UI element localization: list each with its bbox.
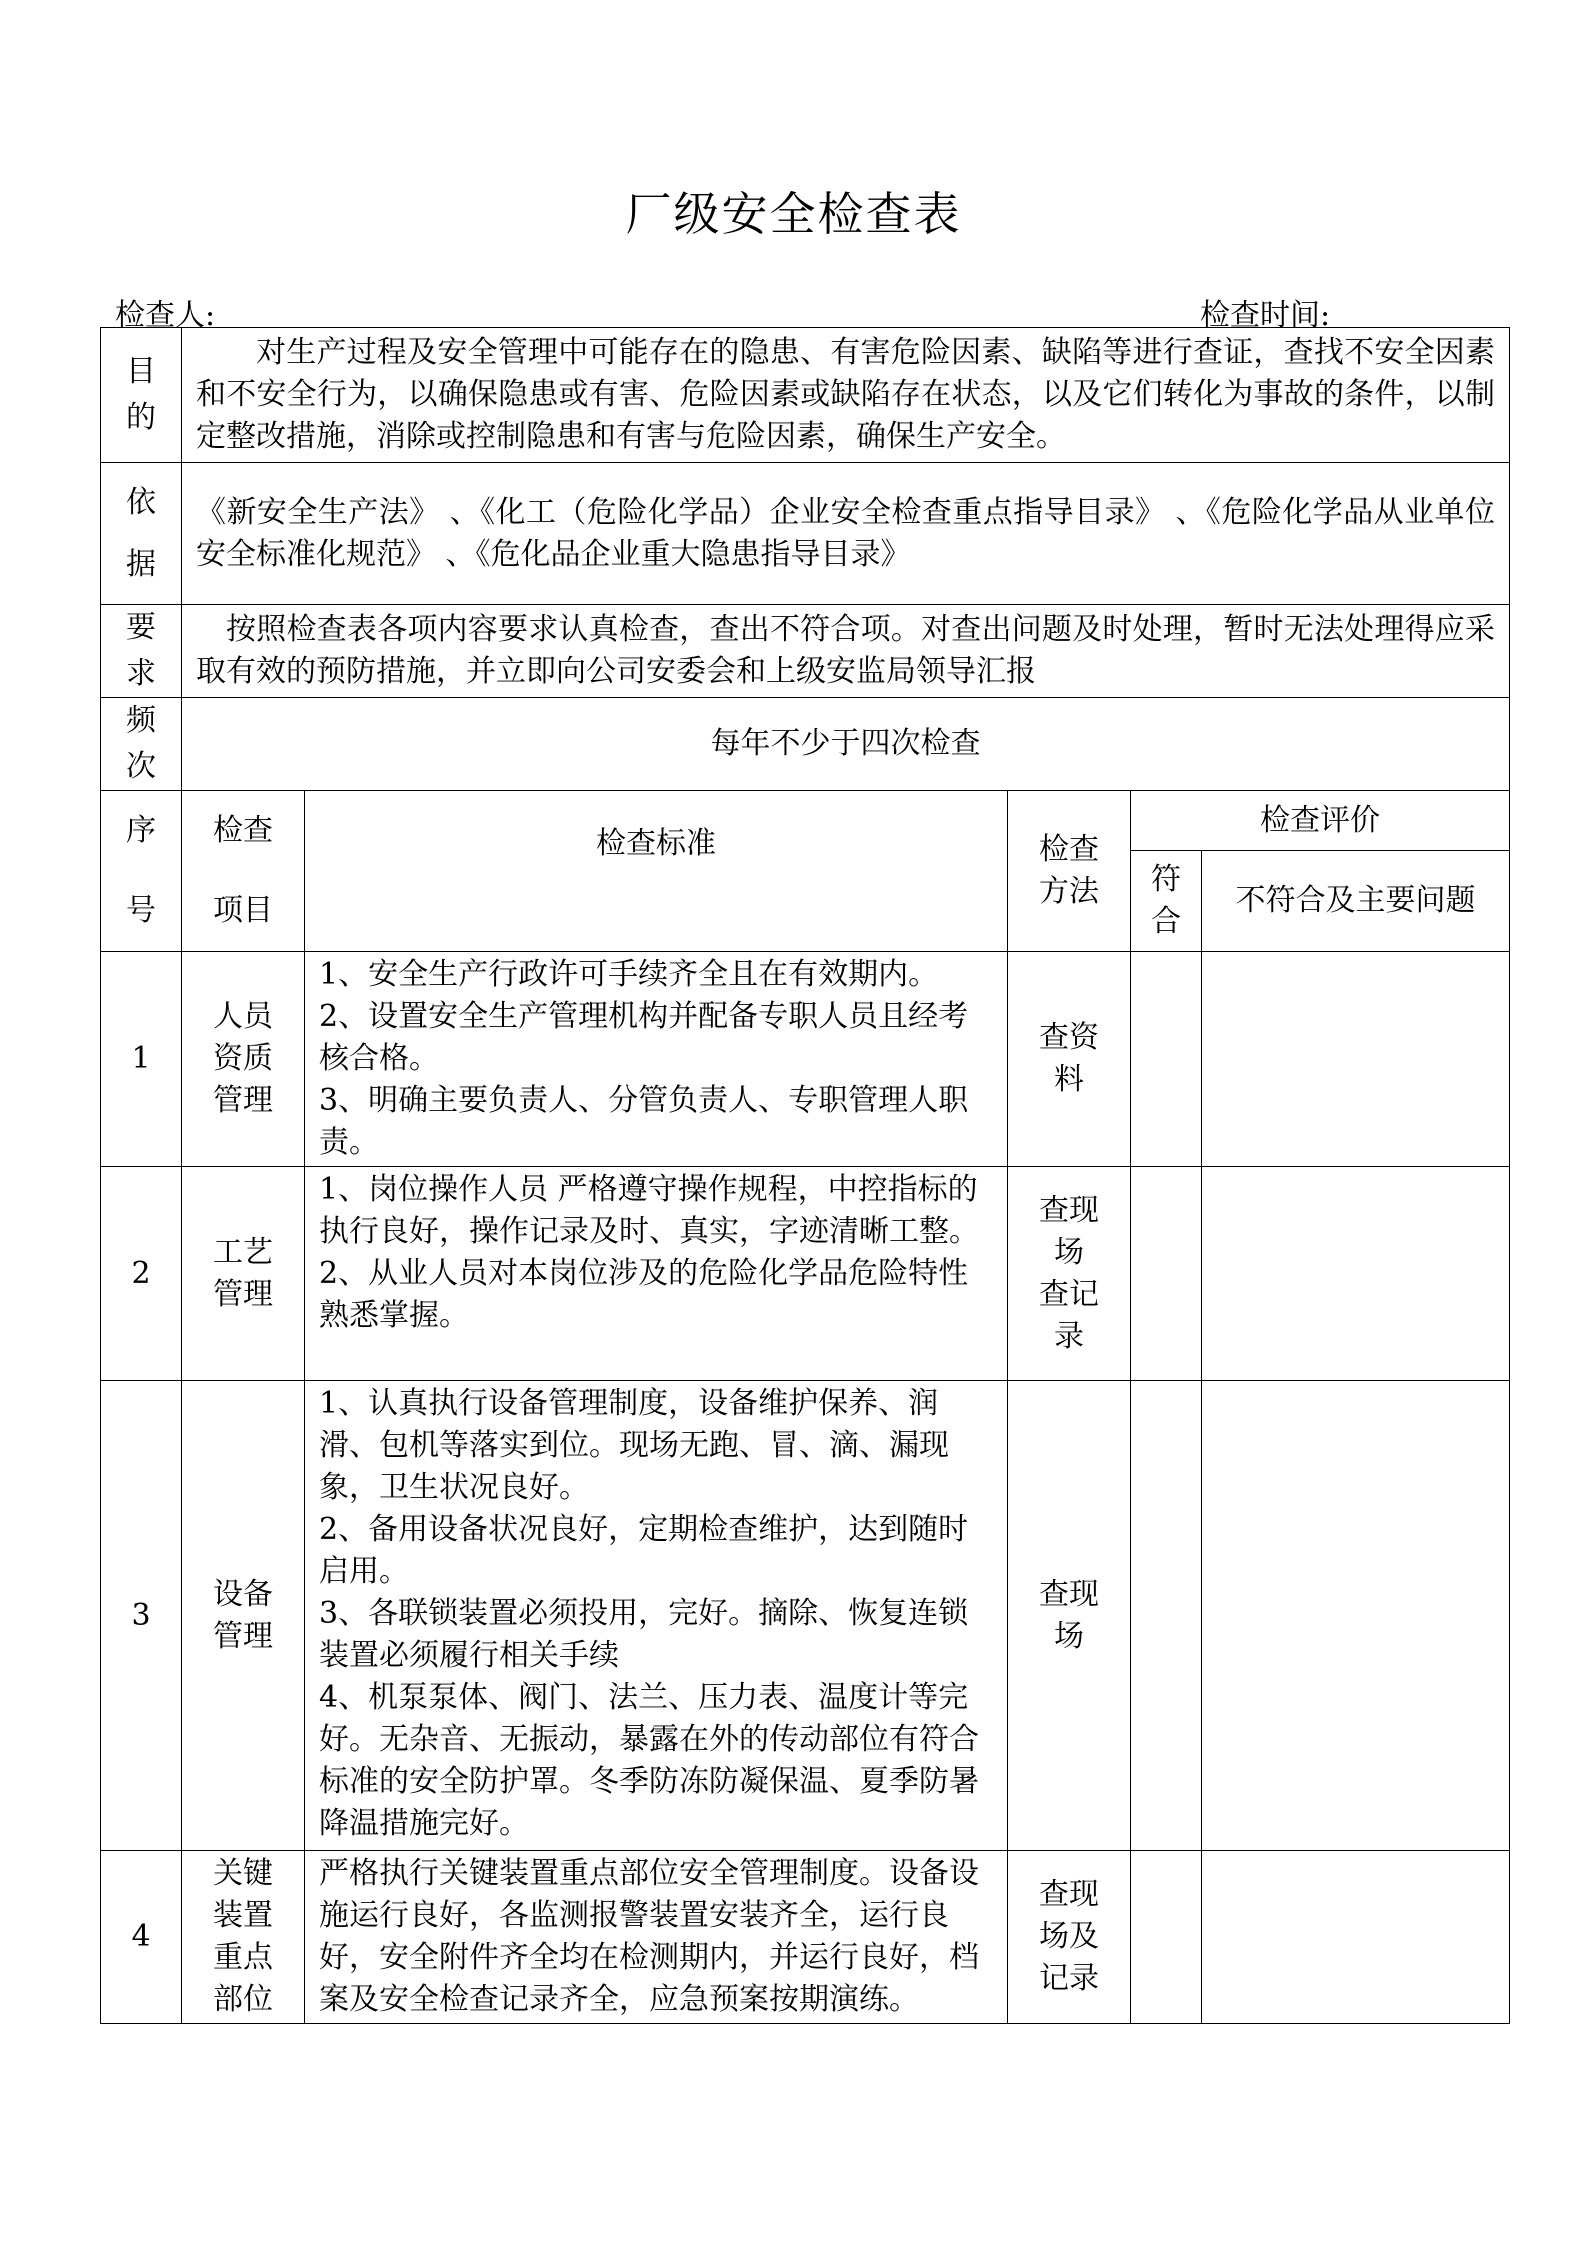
page-title: 厂级安全检查表	[625, 187, 962, 241]
header-evaluation: 检查评价	[1131, 791, 1510, 851]
row-method: 查资 料	[1008, 952, 1131, 1167]
row-method: 查现 场及 记录	[1008, 1851, 1131, 2024]
row-nonconform-cell[interactable]	[1202, 1381, 1510, 1851]
inspector-label: 检查人:	[115, 298, 216, 333]
row-conform-cell[interactable]	[1131, 1167, 1202, 1381]
row-conform-cell[interactable]	[1131, 1381, 1202, 1851]
row-seq: 4	[101, 1851, 182, 2024]
basis-text: 《新安全生产法》 、《化工（危险化学品）企业安全检查重点指导目录》 、《危险化学品从业单位安全标准化规范》 、《危化品企业重大隐患指导目录》	[182, 463, 1510, 605]
row-conform-cell[interactable]	[1131, 1851, 1202, 2024]
row-conform-cell[interactable]	[1131, 952, 1202, 1167]
row-method: 查现 场 查记 录	[1008, 1167, 1131, 1381]
row-nonconform-cell[interactable]	[1202, 1851, 1510, 2024]
row-nonconform-cell[interactable]	[1202, 1167, 1510, 1381]
header-standard: 检查标准	[305, 791, 1008, 952]
header-item: 检查 项目	[182, 791, 305, 952]
table-row	[101, 1851, 1510, 2024]
row-standard: 1、岗位操作人员 严格遵守操作规程，中控指标的执行良好，操作记录及时、真实，字迹清晰工整。 2、从业人员对本岗位涉及的危险化学品危险特性熟悉掌握。	[305, 1167, 1008, 1381]
row-standard: 1、安全生产行政许可手续齐全且在有效期内。 2、设置安全生产管理机构并配备专职人员且经考核合格。 3、明确主要负责人、分管负责人、专职管理人职责。	[305, 952, 1008, 1167]
row-item: 设备 管理	[182, 1381, 305, 1851]
row-standard: 严格执行关键装置重点部位安全管理制度。设备设施运行良好，各监测报警装置安装齐全，运行良好，安全附件齐全均在检测期内，并运行良好，档案及安全检查记录齐全，应急预案按期演练。	[305, 1851, 1008, 2024]
row-nonconform-cell[interactable]	[1202, 952, 1510, 1167]
row-seq: 1	[101, 952, 182, 1167]
row-item: 人员 资质 管理	[182, 952, 305, 1167]
row-item: 关键 装置 重点 部位	[182, 1851, 305, 2024]
inspection-time-label: 检查时间:	[1200, 298, 1331, 333]
frequency-text: 每年不少于四次检查	[182, 698, 1510, 791]
requirement-row	[101, 605, 1510, 698]
row-seq: 3	[101, 1381, 182, 1851]
table-row	[101, 1167, 1510, 1381]
header-nonconform: 不符合及主要问题	[1202, 851, 1510, 952]
basis-label: 依 据	[101, 463, 182, 605]
row-item: 工艺 管理	[182, 1167, 305, 1381]
row-method: 查现 场	[1008, 1381, 1131, 1851]
checklist-table	[100, 327, 1510, 2024]
table-row	[101, 1381, 1510, 1851]
purpose-label: 目 的	[101, 328, 182, 463]
requirement-label: 要 求	[101, 605, 182, 698]
basis-row	[101, 463, 1510, 605]
purpose-text: 对生产过程及安全管理中可能存在的隐患、有害危险因素、缺陷等进行查证，查找不安全因素和不安全行为，以确保隐患或有害、危险因素或缺陷存在状态，以及它们转化为事故的条件，以制定整改措施，消除或控制隐患和有害与危险因素，确保生产安全。	[182, 328, 1510, 463]
purpose-row	[101, 328, 1510, 463]
table-row	[101, 952, 1510, 1167]
header-method: 检查 方法	[1008, 791, 1131, 952]
frequency-row	[101, 698, 1510, 791]
row-standard: 1、认真执行设备管理制度，设备维护保养、润滑、包机等落实到位。现场无跑、冒、滴、漏现象，卫生状况良好。 2、备用设备状况良好，定期检查维护，达到随时启用。 3、各联锁装置必须投用，完好。摘除、恢复连锁装置必须履行相关手续 4、机泵泵体、阀门、法兰、压力表、温度计等完好。无杂音、无振动，暴露在外的传动部位有符合标准的安全防护罩。冬季防冻防凝保温、夏季防暑降温措施完好。	[305, 1381, 1008, 1851]
header-conform: 符 合	[1131, 851, 1202, 952]
requirement-text: 按照检查表各项内容要求认真检查，查出不符合项。对查出问题及时处理，暂时无法处理得应采取有效的预防措施，并立即向公司安委会和上级安监局领导汇报	[182, 605, 1510, 698]
frequency-label: 频 次	[101, 698, 182, 791]
row-seq: 2	[101, 1167, 182, 1381]
header-seq: 序 号	[101, 791, 182, 952]
header-row	[101, 791, 1510, 851]
